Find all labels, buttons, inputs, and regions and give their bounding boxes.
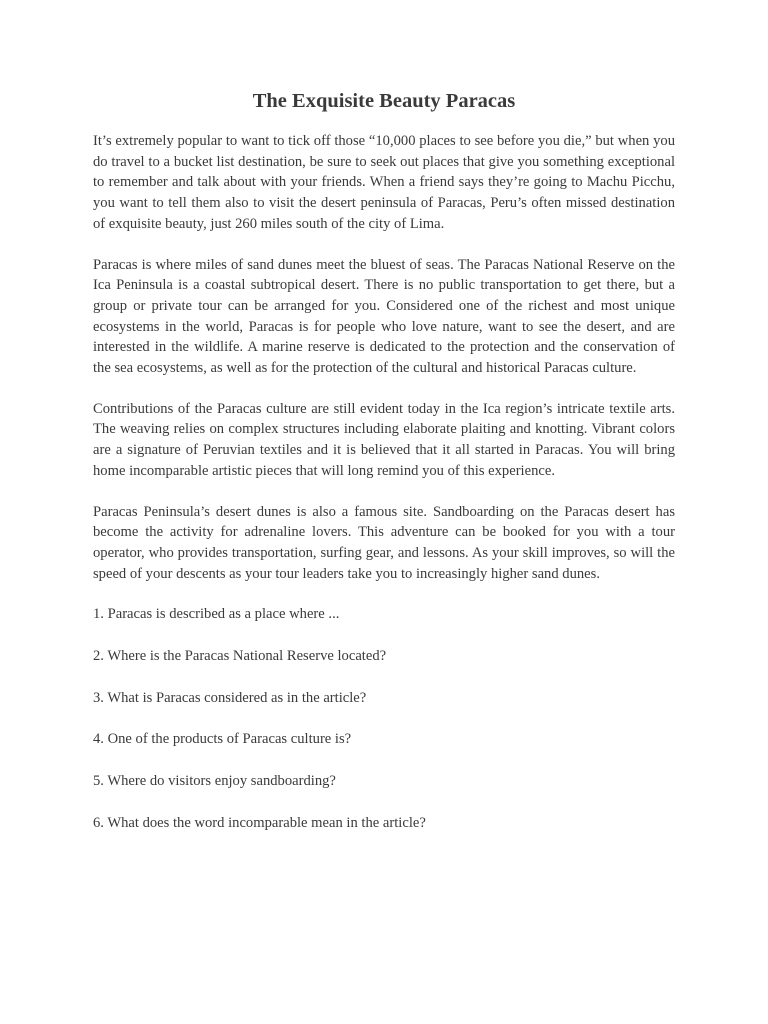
question-item: 1. Paracas is described as a place where ... (93, 606, 340, 623)
document-title: The Exquisite Beauty Paracas (252, 90, 516, 112)
paragraph-sandboarding: Paracas Peninsula’s desert dunes is also a famous site. Sandboarding on the Paracas desert has become the activity for adrenaline lovers. This adventure can be booked for you with a tour operator, who provides transportation, surfing gear, and lessons. As your skill improves, so will the speed of your descents as your tour leaders take you to increasingly higher sand dunes. (93, 503, 675, 582)
question-item: 3. What is Paracas considered as in the article? (93, 689, 367, 706)
question-item: 2. Where is the Paracas National Reserve located? (93, 648, 387, 665)
question-item: 5. Where do visitors enjoy sandboarding? (93, 773, 336, 790)
paragraph-intro: It’s extremely popular to want to tick off those “10,000 places to see before you die,” but when you do travel to a bucket list destination, be sure to seek out places that give you something exceptional to remember and talk about with your friends. When a friend says they’re going to Machu Picchu, you want to tell them also to visit the desert peninsula of Paracas, Peru’s often missed destination of exquisite beauty, just 260 miles south of the city of Lima. (93, 133, 675, 232)
document-page (93, 0, 675, 855)
question-list (93, 604, 675, 833)
paragraph-textile-culture: Contributions of the Paracas culture are still evident today in the Ica region’s intricate textile arts. The weaving relies on complex structures including elaborate plaiting and knotting. Vibrant colors are a signature of Peruvian textiles and it is believed that it all started in Paracas. You will bring home incomparable artistic pieces that will long remind you of this experience. (93, 400, 675, 479)
question-item: 4. One of the products of Paracas culture is? (93, 731, 352, 748)
question-item: 6. What does the word incomparable mean in the article? (93, 814, 426, 831)
paragraph-national-reserve: Paracas is where miles of sand dunes meet the bluest of seas. The Paracas National Reserve on the Ica Peninsula is a coastal subtropical desert. There is no public transportation to get there, but a group or private tour can be arranged for you. Considered one of the richest and most unique ecosystems in the world, Paracas is for people who love nature, want to see the desert, and are interested in the wildlife. A marine reserve is dedicated to the protection and the conservation of the sea ecosystems, as well as for the protection of the cultural and historical Paracas culture. (93, 256, 675, 377)
